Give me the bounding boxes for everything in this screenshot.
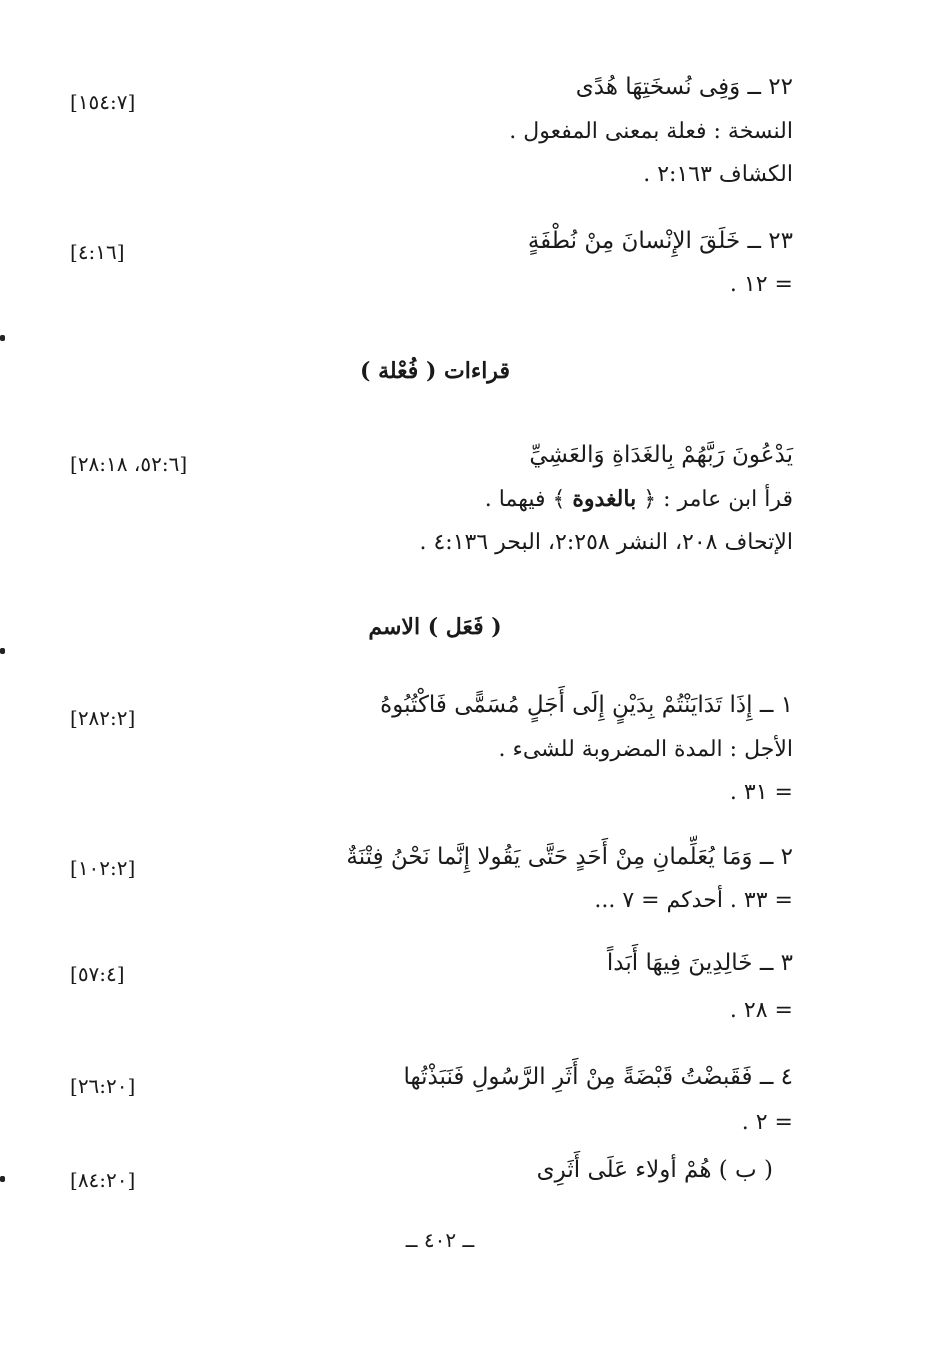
qiraat-note-bold: بالغدوة (572, 486, 637, 512)
verse-22-reference: [١٥٤:٧] (70, 90, 136, 114)
verse-23-note: = ١٢ . (729, 272, 793, 297)
item-4-crossref: = ٢ . (741, 1110, 793, 1135)
verse-22-source: الكشاف ٢:١٦٣ . (643, 162, 793, 187)
qiraat-verse: يَدْعُونَ رَبَّهُمْ بِالغَدَاةِ وَالعَشِيِّ (529, 442, 793, 468)
item-4-reference: [٢٦:٢٠] (70, 1074, 136, 1098)
scan-edge-mark (0, 335, 5, 341)
item-2-crossref: = ٣٣ . أحدكم = ٧ ... (594, 888, 793, 913)
qiraat-note (485, 484, 793, 515)
verse-23-reference: [٤:١٦] (70, 240, 125, 264)
qiraat-reference: [٥٢:٦، ٢٨:١٨] (70, 452, 188, 476)
verse-23: ٢٣ ــ خَلَقَ الإِنْسانَ مِنْ نُطْفَةٍ (527, 228, 793, 254)
verse-22-note: النسخة : فعلة بمعنى المفعول . (509, 119, 793, 144)
verse-22: ٢٢ ــ وَفِى نُسخَتِهَا هُدًى (575, 74, 793, 100)
item-4b-verse: ( ب ) هُمْ أولاء عَلَى أَثَرِى (536, 1157, 773, 1183)
section-heading-faal: ( فَعَل ) الاسم (368, 614, 502, 640)
qiraat-sources: الإتحاف ٢٠٨، النشر ٢:٢٥٨، البحر ٤:١٣٦ . (419, 530, 793, 555)
page-number: ــ ٤٠٢ ــ (405, 1228, 475, 1252)
item-4b-reference: [٨٤:٢٠] (70, 1168, 136, 1192)
scan-edge-mark (0, 648, 5, 654)
item-2-verse: ٢ ــ وَمَا يُعَلِّمانِ مِنْ أَحَدٍ حَتَّى يَقُولا إِنَّما نَحْنُ فِتْنَةٌ (346, 844, 793, 870)
item-1-note: الأجل : المدة المضروبة للشىء . (498, 737, 793, 762)
qiraat-note-prefix: قرأ ابن عامر : ﴿ (643, 487, 793, 512)
item-3-crossref: = ٢٨ . (729, 998, 793, 1023)
item-1-reference: [٢٨٢:٢] (70, 706, 136, 730)
section-heading-qiraat: قراءات ( فُعْلة ) (360, 358, 510, 384)
item-4-verse: ٤ ــ فَقَبضْتُ قَبْضَةً مِنْ أَثَرِ الرَّسُولِ فَنَبَذْتُها (403, 1064, 793, 1090)
item-1-crossref: = ٣١ . (729, 780, 793, 805)
scan-edge-mark (0, 1176, 5, 1182)
item-3-verse: ٣ ــ خَالِدِينَ فِيهَا أَبَداً (606, 950, 793, 976)
item-2-reference: [١٠٢:٢] (70, 856, 136, 880)
item-3-reference: [٥٧:٤] (70, 962, 125, 986)
item-1-verse: ١ ــ إِذَا تَدَايَنْتُمْ بِدَيْنٍ إِلَى أَجَلٍ مُسَمًّى فَاكْتُبُوهُ (380, 692, 793, 718)
qiraat-note-suffix: ﴾ فيهما . (484, 487, 566, 512)
